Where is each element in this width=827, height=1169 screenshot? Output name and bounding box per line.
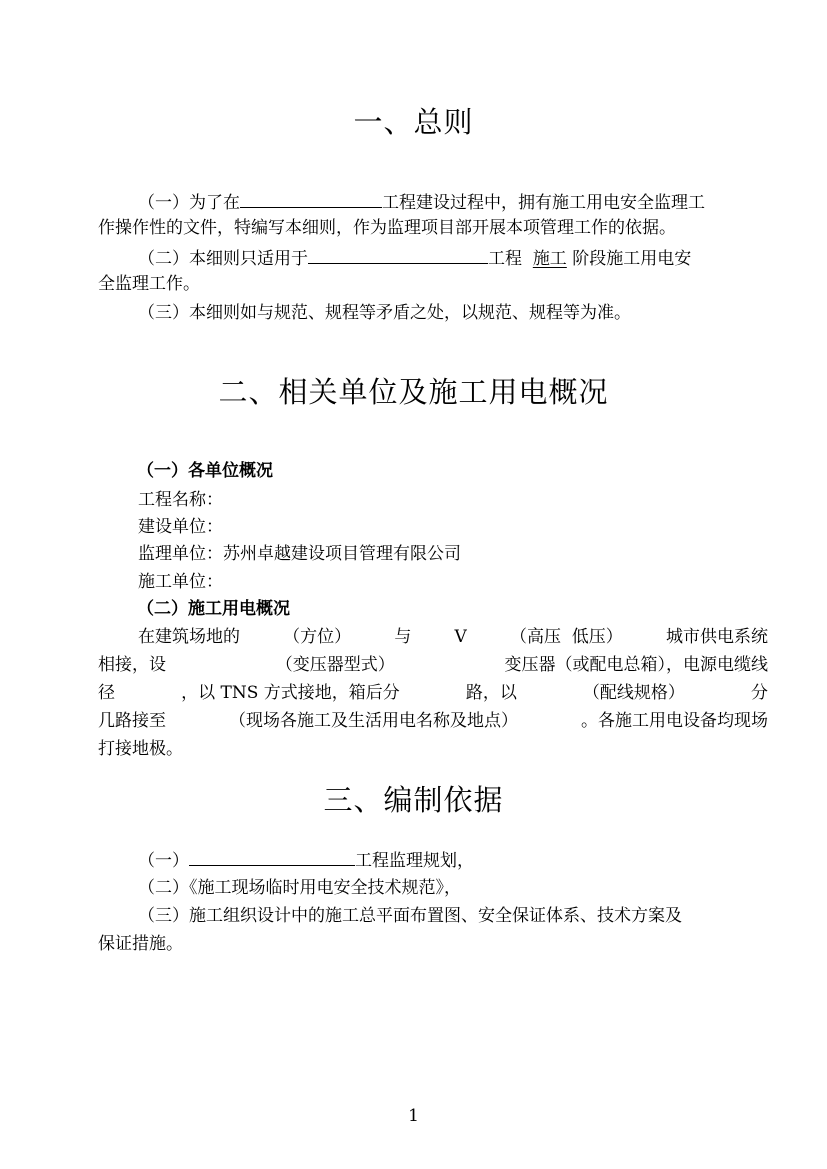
s3-b1-text: 工程监理规划，	[355, 851, 474, 871]
r2-c: 变压器（或配电总箱），电源电缆线	[504, 655, 768, 675]
r4-c: 。各施工用电设备均现场	[581, 711, 768, 731]
r3-a: 径	[98, 683, 115, 703]
r3-b: ，以 TNS 方式接地，箱后分	[181, 683, 400, 703]
supervisor-line: 监理单位：苏州卓越建设项目管理有限公司	[138, 544, 461, 564]
project-name-label: 工程名称：	[138, 490, 223, 510]
s3-b1	[138, 847, 768, 874]
stage-underlined: 施工	[532, 249, 567, 269]
section-2-title: 二、相关单位及施工用电概况	[218, 375, 609, 409]
s2-sub1: （一）各单位概况	[137, 461, 273, 481]
s1-p2-text-a: （二）本细则只适用于	[138, 249, 308, 269]
r1-c: 与	[394, 627, 412, 647]
r4-a: 几路接至	[98, 711, 166, 731]
page-number: 1	[408, 1106, 419, 1126]
r1-b: （方位）	[283, 627, 352, 647]
s1-p1-line1	[138, 189, 768, 216]
s1-p2-line1	[138, 245, 768, 272]
r1-a: 在建筑场地的	[138, 627, 240, 647]
r3-e: 分	[750, 683, 768, 703]
section-1-title: 一、总则	[353, 105, 474, 139]
s1-p2-text-c: 阶段施工用电安	[572, 249, 692, 269]
owner-label: 建设单位：	[138, 517, 223, 537]
section-3-title: 三、编制依据	[323, 783, 504, 817]
r2-a: 相接，设	[98, 655, 166, 675]
r2-b: （变压器型式）	[275, 655, 395, 675]
s1-p2-text-b: 工程	[488, 249, 528, 269]
s3-b2: （二）《施工现场临时用电安全技术规范》，	[138, 878, 461, 898]
s1-p1-text-a: （一）为了在	[138, 193, 240, 213]
s1-p3: （三）本细则如与规范、规程等矛盾之处，以规范、规程等为准。	[138, 303, 631, 323]
r1-d: V	[454, 627, 467, 647]
plan-blank	[189, 847, 355, 866]
r1-f: 城市供电系统	[665, 627, 768, 647]
r1-e: （高压 低压）	[509, 627, 623, 647]
s1-p2-line2: 全监理工作。	[98, 274, 200, 294]
s3-b1-prefix: （一）	[138, 851, 189, 871]
r3-d: （配线规格）	[582, 683, 685, 703]
power-row-1	[138, 624, 768, 650]
power-row-4	[98, 708, 768, 734]
project-blank-2	[308, 245, 488, 264]
power-row-3	[98, 680, 768, 706]
s2-sub2: （二）施工用电概况	[137, 599, 290, 619]
s3-b3-line1: （三）施工组织设计中的施工总平面布置图、安全保证体系、技术方案及	[138, 906, 682, 926]
contractor-label: 施工单位：	[138, 572, 223, 592]
power-row-5: 打接地极。	[98, 739, 183, 759]
s1-p1-text-b: 工程建设过程中，拥有施工用电安全监理工	[382, 193, 705, 213]
r3-c: 路，以	[465, 683, 517, 703]
r4-b: （现场各施工及生活用电名称及地点）	[229, 711, 518, 731]
s3-b3-line2: 保证措施。	[98, 934, 183, 954]
power-row-2	[98, 652, 768, 678]
project-blank	[240, 189, 382, 208]
s1-p1-line2: 作操作性的文件，特编写本细则，作为监理项目部开展本项管理工作的依据。	[98, 218, 676, 238]
